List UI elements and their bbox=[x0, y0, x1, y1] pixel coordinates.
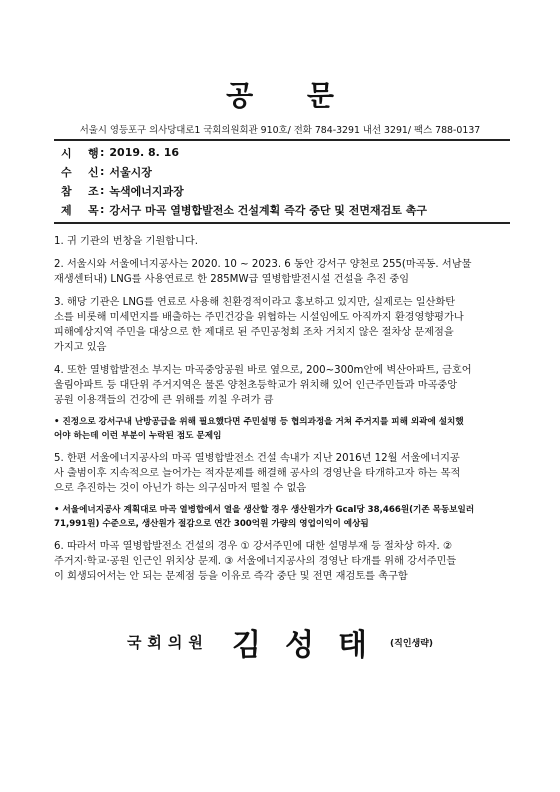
paragraph-line: 1. 귀 기관의 번창을 기원합니다. bbox=[54, 236, 199, 247]
document-title: 공 문 bbox=[226, 79, 356, 112]
note-line: • 진정으로 강서구내 난방공급을 위해 필요했다면 주민설명 등 협의과정을 거쳐 주거지를 피해 외곽에 설치했 bbox=[54, 417, 464, 427]
paragraph-4 bbox=[54, 363, 516, 408]
paragraph-line: 3. 해당 기관은 LNG를 연료로 사용해 친환경적이라고 홍보하고 있지만, 실제로는 일산화탄 bbox=[54, 297, 456, 308]
note-line: • 서울에너지공사 계획대로 마곡 열병합에서 열을 생산할 경우 생산원가가 Gcal당 38,466원(기존 목동보일러 bbox=[54, 505, 475, 515]
document-body bbox=[54, 234, 516, 584]
paragraph-3 bbox=[54, 295, 516, 355]
header-key-1: 참 bbox=[61, 184, 72, 198]
paragraph-1 bbox=[54, 234, 516, 249]
paragraph-line: 소를 비롯해 미세먼지를 배출하는 주민건강을 위협하는 시설임에도 아직까지 환경영향평가나 bbox=[54, 312, 464, 323]
paragraph-line: 주거지·학교·공원 인근인 위치상 문제. ③ 서울에너지공사의 경영난 타개를 위해 강서주민들 bbox=[54, 556, 457, 567]
header-key-2: 목 bbox=[88, 203, 99, 217]
header-rule-bottom bbox=[54, 222, 510, 224]
note-line: 71,991원) 수준으로, 생산원가 절감으로 연간 300억원 가량의 영업이익이 예상됨 bbox=[54, 518, 369, 529]
header-key-1: 수 bbox=[61, 165, 72, 179]
header-key-1: 시 bbox=[61, 146, 72, 160]
header-value-reference: 녹색에너지과장 bbox=[109, 184, 184, 198]
paragraph-line: 5. 한편 서울에너지공사의 마곡 열병합발전소 건설 속내가 지난 2016년 12월 서울에너지공 bbox=[54, 453, 460, 464]
header-row-reference: 참 조 : 녹색에너지과장 bbox=[61, 184, 184, 198]
sender-address: 서울시 영등포구 의사당대로1 국회의원회관 910호/ 전화 784-3291 내선 3291/ 팩스 788-0137 bbox=[79, 125, 481, 136]
header-row-date: 시 행 : 2019. 8. 16 bbox=[61, 146, 179, 160]
note-line: 어야 하는데 이런 부분이 누락된 점도 문제임 bbox=[54, 430, 222, 441]
header-row-subject: 제 목 : 강서구 마곡 열병합발전소 건설계획 즉각 중단 및 전면재검토 촉구 bbox=[61, 203, 427, 217]
paragraph-line: 공원 이용객들의 건강에 큰 위해를 끼칠 우려가 큼 bbox=[54, 395, 274, 406]
paragraph-line: 6. 따라서 마곡 열병합발전소 건설의 경우 ① 강서주민에 대한 설명부재 등 절차상 하자. ② bbox=[54, 541, 453, 552]
paragraph-line: 재생센터내) LNG를 사용연료로 한 285MW급 열병합발전시설 건설을 추진 중임 bbox=[54, 274, 410, 285]
paragraph-line: 이 희생되어서는 안 되는 문제점 등을 이유로 즉각 중단 및 전면 재검토를 촉구함 bbox=[54, 571, 408, 582]
paragraph-line: 으로 추진하는 것이 아닌가 하는 의구심마저 떨칠 수 없음 bbox=[54, 483, 307, 494]
header-row-recipient: 수 신 : 서울시장 bbox=[61, 165, 152, 179]
header-key-1: 제 bbox=[61, 203, 72, 217]
paragraph-line: 울림아파트 등 대단위 주거지역은 물론 양천초등학교가 위치해 있어 인근주민들과 마곡중앙 bbox=[54, 380, 458, 391]
note-2 bbox=[54, 504, 516, 531]
paragraph-line: 2. 서울시와 서울에너지공사는 2020. 10 ~ 2023. 6 동안 강서구 양천로 255(마곡동. 서남물 bbox=[54, 259, 472, 270]
signer-role: 국회의원 bbox=[126, 633, 209, 652]
paragraph-line: 사 출범이후 지속적으로 늘어가는 적자문제를 해결해 공사의 경영난을 타개하고자 하는 목적 bbox=[54, 468, 461, 479]
note-1 bbox=[54, 416, 516, 443]
header-value-date: 2019. 8. 16 bbox=[109, 146, 179, 159]
paragraph-5 bbox=[54, 451, 516, 496]
paragraph-2 bbox=[54, 257, 516, 287]
signature-block bbox=[0, 620, 560, 664]
paragraph-line: 피해예상지역 주민을 대상으로 한 제대로 된 주민공청회 조차 거치지 않은 절차상 문제점을 bbox=[54, 327, 454, 338]
header-value-subject: 강서구 마곡 열병합발전소 건설계획 즉각 중단 및 전면재검토 촉구 bbox=[109, 203, 427, 217]
paragraph-line: 4. 또한 열병합발전소 부지는 마곡중앙공원 바로 옆으로, 200~300m안에 벽산아파트, 금호어 bbox=[54, 365, 472, 376]
header-block bbox=[54, 143, 510, 219]
header-key-2: 조 bbox=[88, 184, 99, 198]
seal-omitted-note: (직인생략) bbox=[390, 638, 434, 649]
paragraph-6 bbox=[54, 539, 516, 584]
signer-name: 김성태 bbox=[232, 628, 391, 663]
header-value-recipient: 서울시장 bbox=[109, 165, 152, 179]
header-key-2: 신 bbox=[88, 165, 99, 179]
header-rule-top bbox=[54, 139, 510, 141]
paragraph-line: 가지고 있음 bbox=[54, 342, 107, 353]
header-key-2: 행 bbox=[88, 146, 99, 160]
